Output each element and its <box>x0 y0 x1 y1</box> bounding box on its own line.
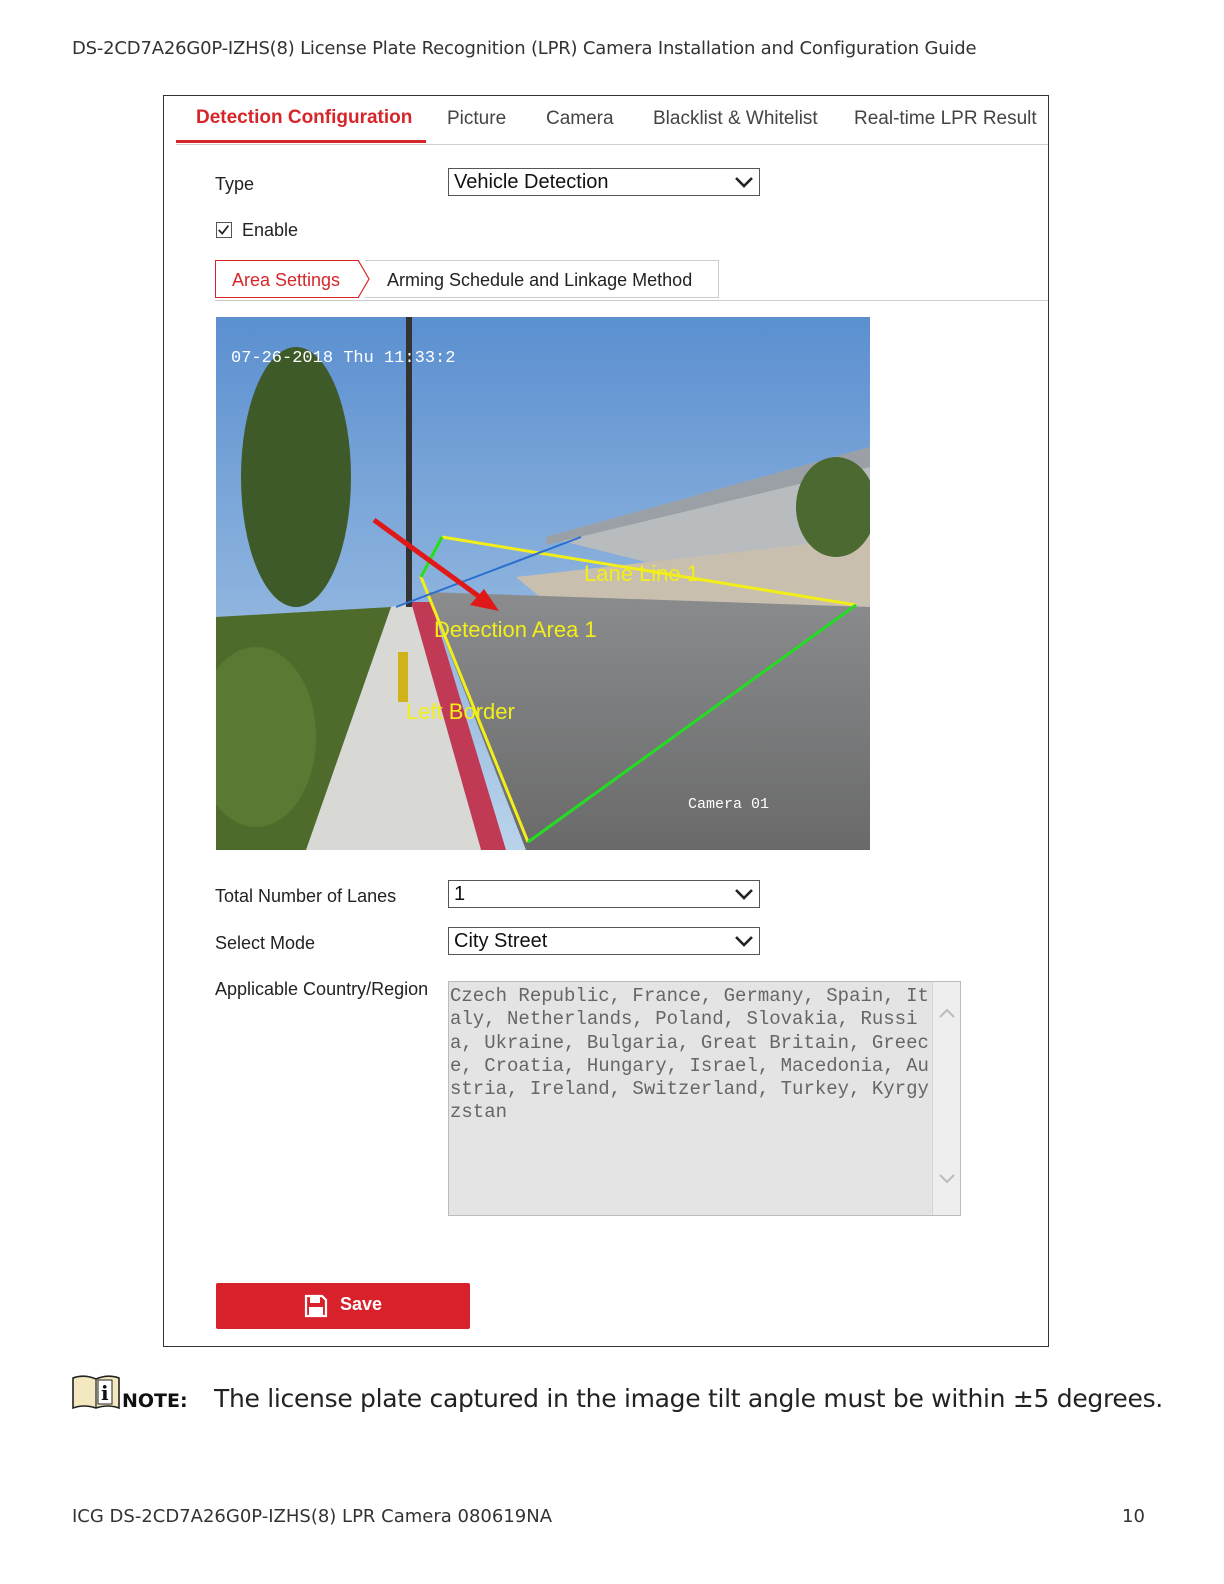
info-book-icon <box>72 1374 120 1410</box>
active-tab-indicator <box>176 140 426 143</box>
page-number: 10 <box>1122 1506 1145 1527</box>
enable-label: Enable <box>242 220 299 240</box>
type-select-value: Vehicle Detection <box>454 171 609 193</box>
tab-camera[interactable]: Camera <box>546 108 614 129</box>
mode-select-value: City Street <box>454 930 548 952</box>
note-callout <box>72 1374 1172 1424</box>
save-icon <box>304 1294 328 1318</box>
lpr-config-panel <box>163 95 1049 1347</box>
region-label: Applicable Country/Region <box>215 979 429 999</box>
lane-line-label: Lane Line 1 <box>584 561 699 586</box>
chevron-up-icon[interactable] <box>937 1006 957 1020</box>
chevron-down-icon <box>733 883 755 905</box>
subtab-arming-schedule[interactable] <box>365 260 719 298</box>
check-icon <box>217 223 231 237</box>
video-timestamp: 07-26-2018 Thu 11:33:2 <box>231 349 456 368</box>
type-label: Type <box>215 174 255 194</box>
subtab-area-settings[interactable] <box>215 260 359 298</box>
lanes-label: Total Number of Lanes <box>215 886 397 906</box>
tab-detection-configuration[interactable]: Detection Configuration <box>196 107 413 128</box>
chevron-down-icon[interactable] <box>937 1172 957 1186</box>
tab-realtime-lpr-result[interactable]: Real-time LPR Result <box>854 108 1037 129</box>
tab-picture[interactable]: Picture <box>447 108 507 129</box>
note-label: NOTE: <box>122 1390 188 1412</box>
svg-text:i: i <box>101 1381 109 1405</box>
left-border-label: Left Border <box>406 699 515 724</box>
region-textarea[interactable] <box>448 981 961 1216</box>
mode-label: Select Mode <box>215 933 316 953</box>
type-select[interactable] <box>448 168 760 196</box>
lanes-select-value: 1 <box>454 883 466 905</box>
live-video-preview[interactable] <box>216 317 870 850</box>
note-text: The license plate captured in the image tilt angle must be within ±5 degrees. <box>214 1384 1163 1413</box>
document-footer: ICG DS-2CD7A26G0P-IZHS(8) LPR Camera 080619NA <box>72 1506 553 1527</box>
subtab-arming-schedule-label: Arming Schedule and Linkage Method <box>387 270 693 290</box>
camera-label: Camera 01 <box>688 796 770 813</box>
save-button[interactable] <box>216 1283 470 1329</box>
tall-tree <box>241 347 351 607</box>
subtab-area-settings-label: Area Settings <box>232 270 341 290</box>
document-header: DS-2CD7A26G0P-IZHS(8) License Plate Recognition (LPR) Camera Installation and Configuration Guide <box>72 38 977 59</box>
region-scrollbar[interactable] <box>932 982 960 1215</box>
main-tabs <box>176 96 1048 145</box>
chevron-down-icon <box>733 930 755 952</box>
enable-checkbox[interactable] <box>216 222 232 238</box>
mode-select[interactable] <box>448 927 760 955</box>
save-button-label: Save <box>340 1294 383 1314</box>
fire-hydrant <box>398 652 408 702</box>
lanes-select[interactable] <box>448 880 760 908</box>
detection-area-label: Detection Area 1 <box>434 617 597 642</box>
tab-blacklist-whitelist[interactable]: Blacklist & Whitelist <box>653 108 818 129</box>
sub-tabs <box>215 260 1048 301</box>
region-text: Czech Republic, France, Germany, Spain, Italy, Netherlands, Poland, Slovakia, Russia, Ukraine, Bulgaria, Great Britain, Greece, Croatia, Hungary, Israel, Macedonia, Austria, Ireland, Switzerland, Turkey, Kyrgyzstan <box>450 985 929 1124</box>
chevron-down-icon <box>733 171 755 193</box>
camera-scene <box>216 317 870 850</box>
